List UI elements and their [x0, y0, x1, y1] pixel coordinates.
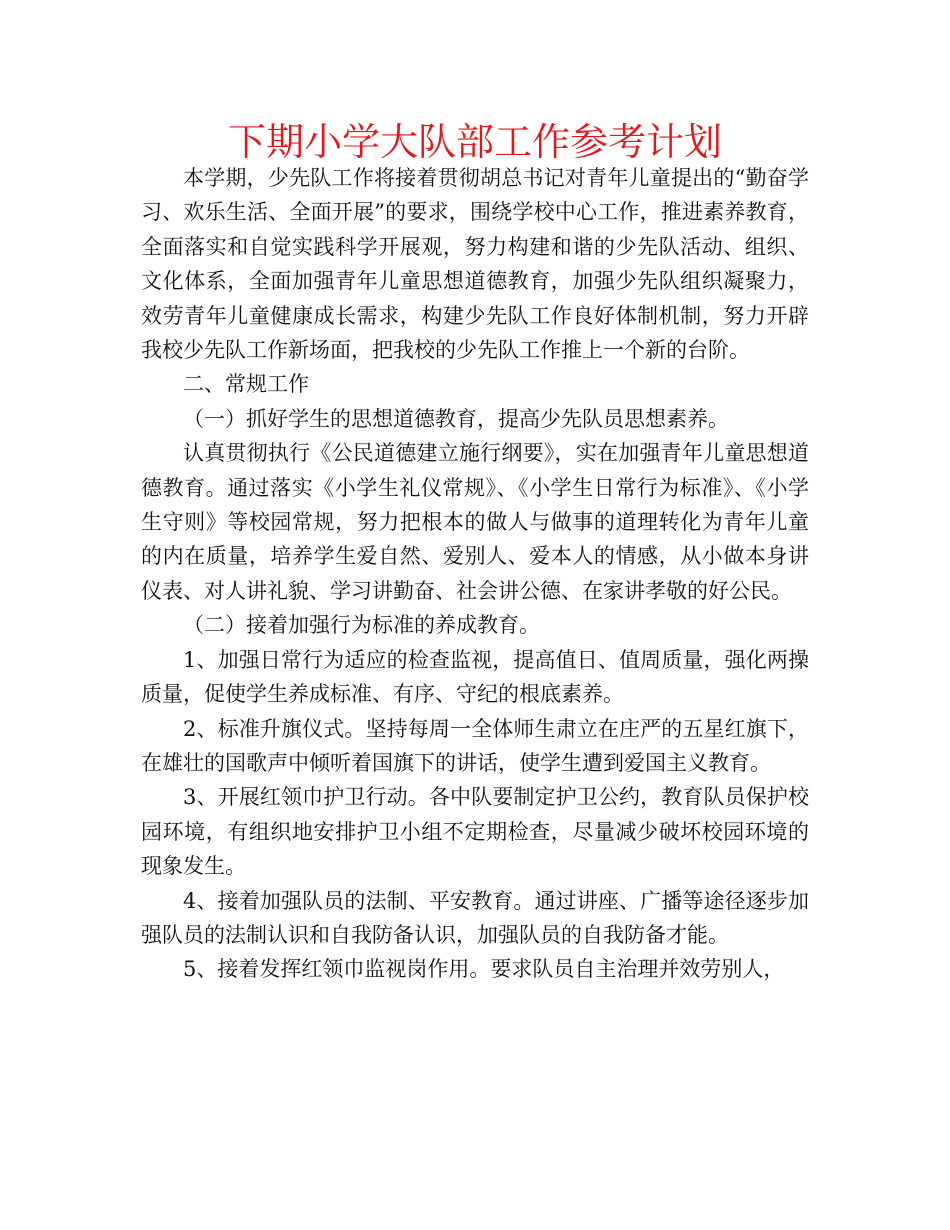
paragraph-moral-education: 认真贯彻执行《公民道德建立施行纲要》，实在加强青年儿童思想道德教育。通过落实《小学生礼仪常规》、《小学生日常行为标准》、《小学生守则》等校园常规，努力把根本的做人与做事的道理转化为青年儿童的内在质量，培养学生爱自然、爱别人、爱本人的情感，从小做本身讲仪表、对人讲礼貌、学习讲勤奋、社会讲公德、在家讲孝敬的好公民。 — [141, 441, 809, 603]
document-title: 下期小学大队部工作参考计划 — [227, 120, 722, 164]
subsection-heading-behavior-habits: （二）接着加强行为标准的养成教育。 — [183, 613, 540, 638]
subsection-heading-moral-education: （一）抓好学生的思想道德教育，提高少先队员思想素养。 — [183, 406, 729, 431]
list-item-4: 4、接着加强队员的法制、平安教育。通过讲座、广播等途径逐步加强队员的法制认识和自我防备认识，加强队员的自我防备才能。 — [141, 888, 809, 947]
section-heading-routine-work: 二、常规工作 — [183, 372, 309, 397]
list-item-2: 2、标准升旗仪式。坚持每周一全体师生肃立在庄严的五星红旗下，在雄壮的国歌声中倾听着国旗下的讲话，使学生遭到爱国主义教育。 — [141, 716, 809, 775]
document-body — [141, 161, 809, 987]
list-item-5: 5、接着发挥红领巾监视岗作用。要求队员自主治理并效劳别人， — [183, 957, 785, 982]
list-item-1: 1、加强日常行为适应的检查监视，提高值日、值周质量，强化两操质量，促使学生养成标准、有序、守纪的根底素养。 — [141, 647, 809, 707]
paragraph-intro: 本学期，少先队工作将接着贯彻胡总书记对青年儿童提出的“勤奋学习、欢乐生活、全面开展”的要求，围绕学校中心工作，推进素养教育，全面落实和自觉实践科学开展观，努力构建和谐的少先队活动、组织、文化体系，全面加强青年儿童思想道德教育，加强少先队组织凝聚力，效劳青年儿童健康成长需求，构建少先队工作良好体制机制，努力开辟我校少先队工作新场面，把我校的少先队工作推上一个新的台阶。 — [141, 166, 809, 363]
list-item-3: 3、开展红领巾护卫行动。各中队要制定护卫公约，教育队员保护校园环境，有组织地安排护卫小组不定期检查，尽量减少破坏校园环境的现象发生。 — [141, 785, 809, 879]
